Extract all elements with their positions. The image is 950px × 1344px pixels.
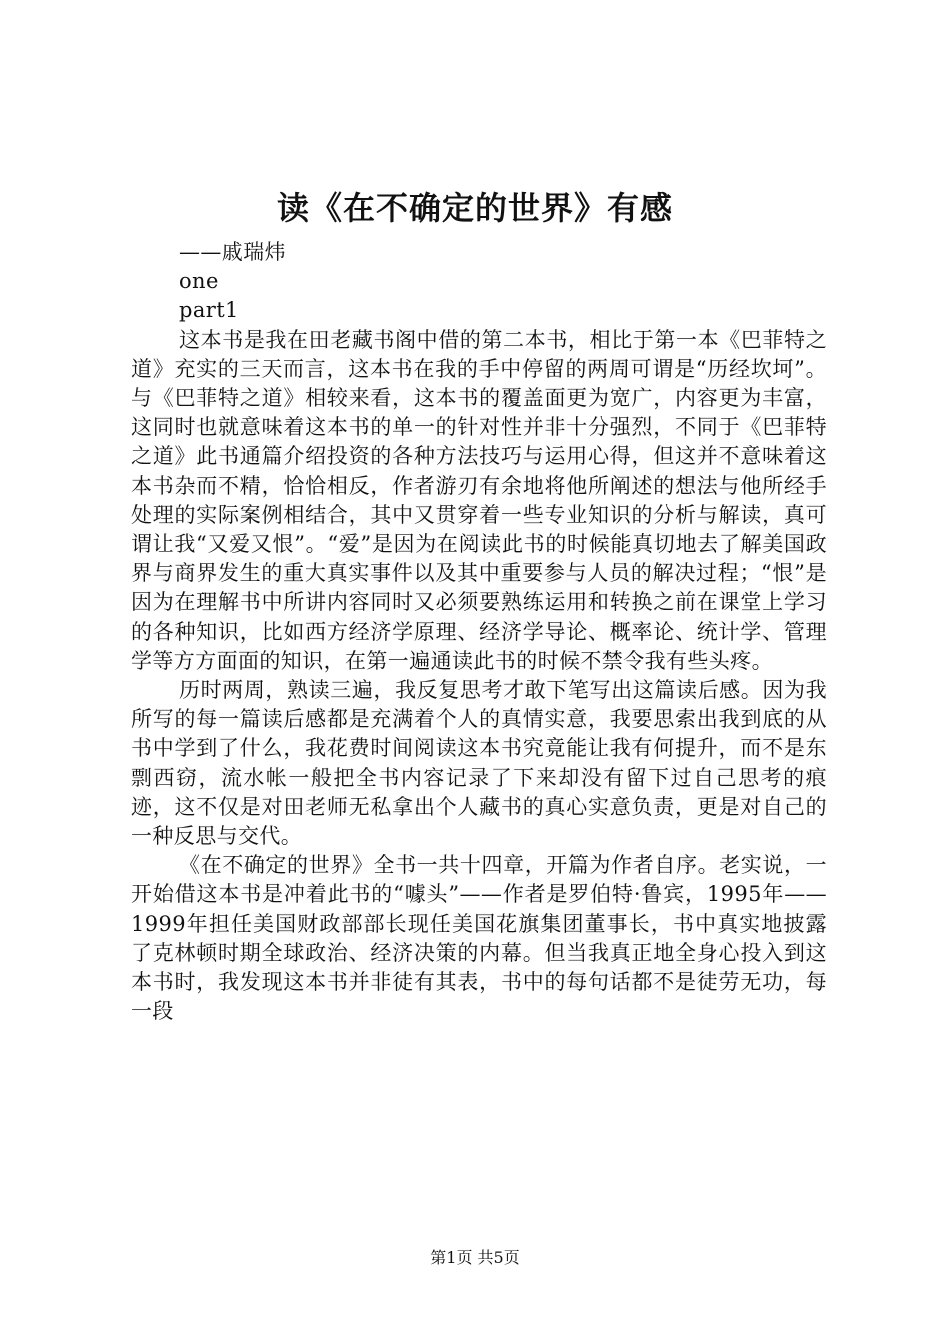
section-label-part: part1 (179, 298, 239, 323)
author-line: ——戚瑞炜 (179, 240, 286, 264)
paragraph-3: 《在不确定的世界》全书一共十四章，开篇为作者自序。老实说，一开始借这本书是冲着此书的“噱头”——作者是罗伯特·鲁宾，1995年——1999年担任美国财政部部长现任美国花旗集团董事长，书中真实地披露了克林顿时期全球政治、经济决策的内幕。但当我真正地全身心投入到这本书时，我发现这本书并非徒有其表，书中的每句话都不是徒劳无功，每一段 (131, 853, 827, 1024)
paragraph-2: 历时两周，熟读三遍，我反复思考才敢下笔写出这篇读后感。因为我所写的每一篇读后感都是充满着个人的真情实意，我要思索出我到底的从书中学到了什么，我花费时间阅读这本书究竟能让我有何提升，而不是东剽西窃，流水帐一般把全书内容记录了下来却没有留下过自己思考的痕迹，这不仅是对田老师无私拿出个人藏书的真心实意负责，更是对自己的一种反思与交代。 (131, 678, 827, 849)
section-label-one: one (179, 269, 219, 294)
page-footer: 第1页 共5页 (430, 1248, 520, 1267)
document-title: 读《在不确定的世界》有感 (276, 189, 673, 227)
paragraph-1: 这本书是我在田老藏书阁中借的第二本书，相比于第一本《巴菲特之道》充实的三天而言，这本书在我的手中停留的两周可谓是“历经坎坷”。与《巴菲特之道》相较来看，这本书的覆盖面更为宽广，内容更为丰富，这同时也就意味着这本书的单一的针对性并非十分强烈，不同于《巴菲特之道》此书通篇介绍投资的各种方法技巧与运用心得，但这并不意味着这本书杂而不精，恰恰相反，作者游刃有余地将他所阐述的想法与他所经手处理的实际案例相结合，其中又贯穿着一些专业知识的分析与解读，真可谓让我“又爱又恨”。“爱”是因为在阅读此书的时候能真切地去了解美国政界与商界发生的重大真实事件以及其中重要参与人员的解决过程；“恨”是因为在理解书中所讲内容同时又必须要熟练运用和转换之前在课堂上学习的各种知识，比如西方经济学原理、经济学导论、概率论、统计学、管理学等方方面面的知识，在第一遍通读此书的时候不禁令我有些头疼。 (131, 327, 827, 673)
document-body (131, 238, 827, 1026)
